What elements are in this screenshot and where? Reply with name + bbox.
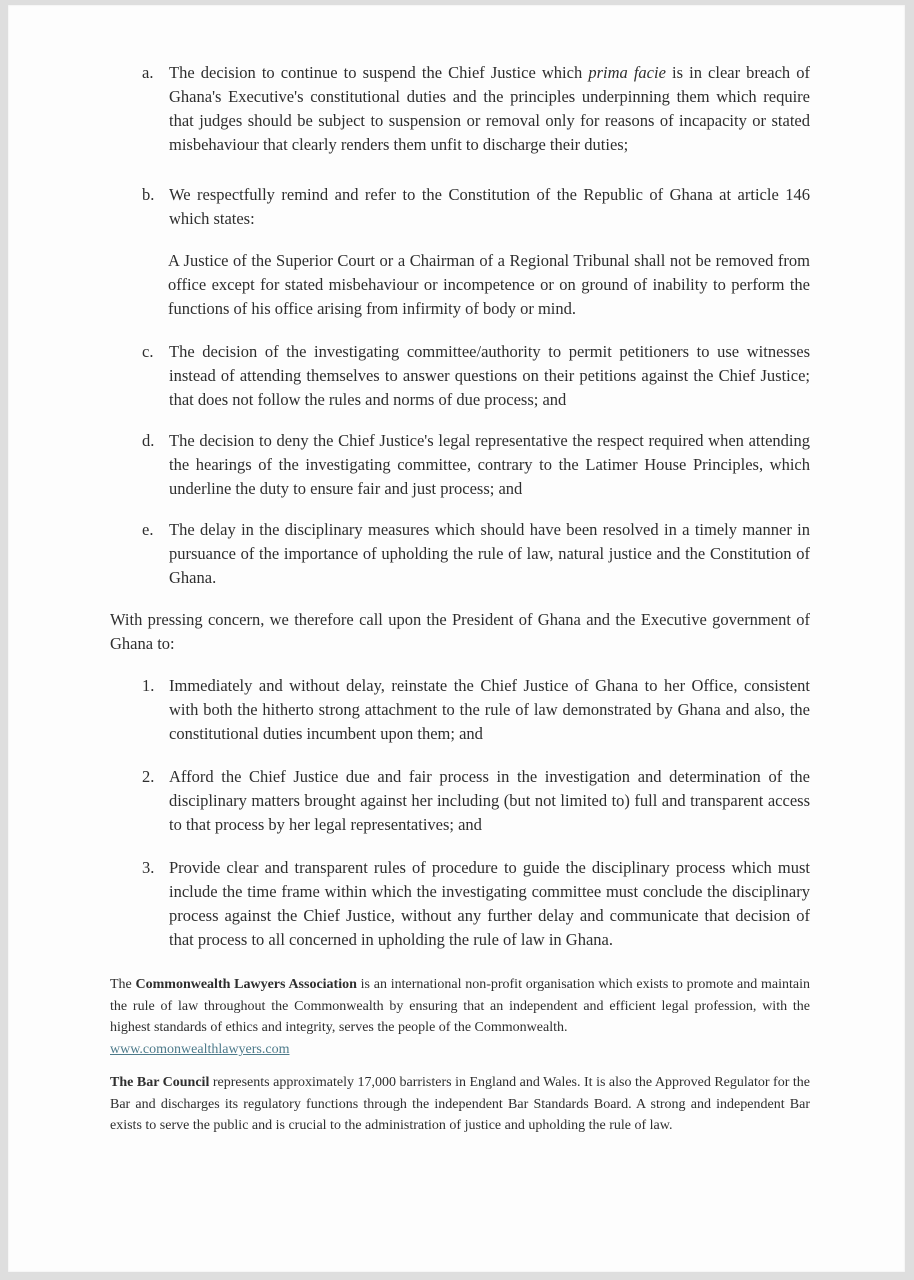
numbered-item-1: [142, 674, 810, 746]
cla-footnote-lead: The: [110, 977, 136, 992]
numbered-item-3: [142, 856, 810, 952]
numbered-item-2-text: Afford the Chief Justice due and fair process in the investigation and determination of the disciplinary matters brought against her including (but not limited to) full and transparent access to that process by her legal representatives; and: [169, 767, 810, 834]
cla-footnote-bold-name: Commonwealth Lawyers Association: [135, 977, 357, 992]
prima-facie-italic: prima facie: [588, 63, 666, 82]
lettered-item-b: [142, 183, 810, 231]
constitution-article-146-quote: A Justice of the Superior Court or a Chairman of a Regional Tribunal shall not be removed from office except for stated misbehaviour or incompetence or on ground of inability to perform the functions of his office arising from infirmity of body or mind.: [168, 251, 810, 318]
lettered-item-e-marker: e.: [142, 520, 154, 539]
lettered-item-a-text-pre: The decision to continue to suspend the Chief Justice which: [169, 63, 589, 82]
lettered-item-c-text: The decision of the investigating committee/authority to permit petitioners to use witnesses instead of attending themselves to answer questions on their petitions against the Chief Justice; that does not follow the rules and norms of due process; and: [169, 342, 810, 409]
cla-footnote: [110, 974, 810, 1061]
numbered-item-3-marker: 3.: [142, 858, 155, 877]
lettered-item-c: [142, 340, 810, 412]
lettered-item-c-marker: c.: [142, 342, 154, 361]
bar-council-footnote: [110, 1072, 810, 1137]
bar-council-footnote-bold-name: The Bar Council: [110, 1074, 210, 1090]
lettered-item-b-marker: b.: [142, 185, 155, 204]
call-to-action-paragraph: With pressing concern, we therefore call upon the President of Ghana and the Executive government of Ghana to:: [110, 610, 810, 653]
lettered-item-a-text: [169, 61, 810, 157]
lettered-item-e-text: The delay in the disciplinary measures which should have been resolved in a timely manner in pursuance of the importance of upholding the rule of law, natural justice and the Constitution of Ghana.: [169, 520, 810, 587]
document-page: [8, 5, 905, 1272]
numbered-item-1-marker: 1.: [142, 676, 155, 695]
cla-website-link[interactable]: www.comonwealthlawyers.com: [110, 1042, 290, 1058]
lettered-item-a-marker: a.: [142, 63, 154, 82]
lettered-item-a-text-post: is in clear breach of Ghana's Executive's constitutional duties and the principles underpinning them which require that judges should be subject to suspension or removal only for reasons of incapacity or stated misbehaviour that clearly renders them unfit to discharge their duties;: [169, 63, 810, 154]
numbered-item-2: [142, 765, 810, 837]
cla-footnote-body: is an international non-profit organisation which exists to promote and maintain the rule of law throughout the Commonwealth by ensuring that an independent and efficient legal profession, with the highest standards of ethics and integrity, serves the people of the Commonwealth.: [110, 977, 811, 1036]
lettered-item-a: [142, 61, 810, 157]
lettered-item-d-marker: d.: [142, 431, 155, 450]
lettered-item-d-text: The decision to deny the Chief Justice's legal representative the respect required when attending the hearings of the investigating committee, contrary to the Latimer House Principles, which underline the duty to ensure fair and just process; and: [169, 431, 810, 498]
lettered-item-b-text: We respectfully remind and refer to the Constitution of the Republic of Ghana at article 146 which states:: [169, 185, 810, 228]
numbered-item-2-marker: 2.: [142, 767, 155, 786]
numbered-item-1-text: Immediately and without delay, reinstate the Chief Justice of Ghana to her Office, consistent with both the hitherto strong attachment to the rule of law demonstrated by Ghana and also, the constitutional duties incumbent upon them; and: [169, 676, 810, 743]
numbered-item-3-text: Provide clear and transparent rules of procedure to guide the disciplinary process which must include the time frame within which the investigating committee must conclude the disciplinary process against the Chief Justice, without any further delay and communicate that decision of that process to all concerned in upholding the rule of law in Ghana.: [169, 858, 810, 949]
lettered-item-d: [142, 429, 810, 501]
lettered-item-e: [142, 518, 810, 590]
bar-council-footnote-body: represents approximately 17,000 barristers in England and Wales. It is also the Approved Regulator for the Bar and discharges its regulatory functions through the independent Bar Standards Board. A strong and independent Bar exists to serve the public and is crucial to the administration of justice and upholding the rule of law.: [110, 1074, 811, 1134]
